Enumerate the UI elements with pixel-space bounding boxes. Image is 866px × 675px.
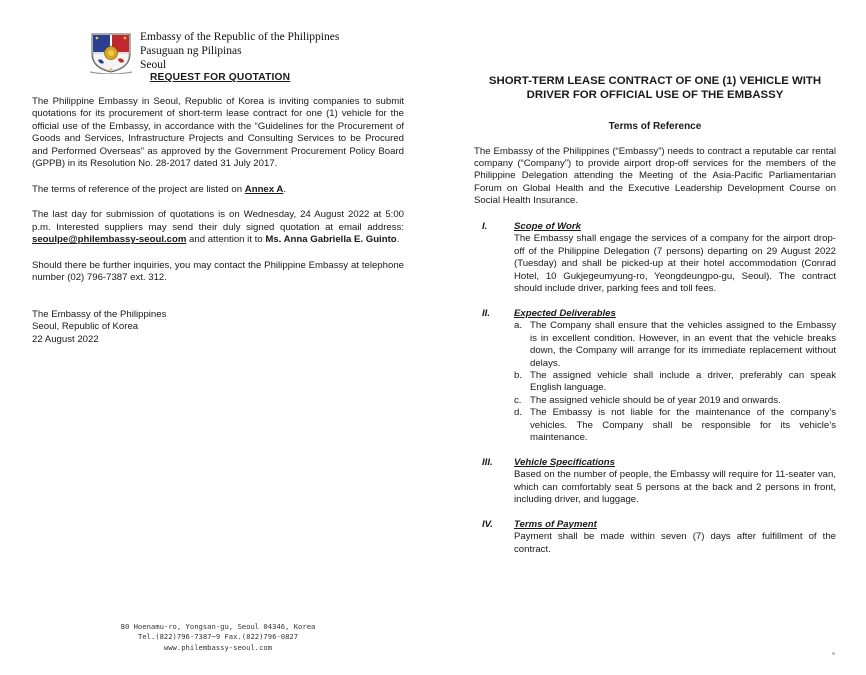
section-title: Scope of Work: [514, 220, 581, 232]
annex-a-link[interactable]: Annex A: [244, 183, 284, 195]
signature-date: 22 August 2022: [32, 333, 99, 345]
signature-org: The Embassy of the Philippines: [32, 308, 167, 320]
section-scope-of-work: [474, 221, 836, 296]
list-item: [514, 320, 836, 370]
item-marker: c.: [514, 394, 522, 406]
section-title: Vehicle Specifications: [514, 456, 615, 468]
contract-title-line1: SHORT-TERM LEASE CONTRACT OF ONE (1) VEHICLE WITH: [488, 75, 822, 87]
section-body: The Embassy shall engage the services of a company for the airport drop-off of the Philippine Delegation (7 persons) departing on 29 August 2022 (Tuesday) and shall be picked-up at their hotel accommodation (Conrad Hotel, 10 Gukjegeumyung-ro, Yeongdeungpo-gu, Seoul). The contract should include driver, parking fees and toll fees.: [514, 233, 836, 295]
deadline-mid: and attention it to: [186, 234, 266, 246]
letterhead-footer: [118, 622, 318, 653]
email-link[interactable]: seoulpe@philembassy-seoul.com: [32, 234, 187, 246]
section-number: IV.: [482, 518, 493, 530]
item-text: The assigned vehicle shall include a driver, preferably can speak English language.: [530, 370, 836, 394]
section-title: Terms of Payment: [514, 518, 597, 530]
list-item: [514, 395, 836, 407]
terms-text: The terms of reference of the project are listed on: [32, 183, 245, 195]
footer-website: www.philembassy-seoul.com: [163, 642, 273, 652]
item-text: The Embassy is not liable for the maintenance of the company’s vehicles. The Company shall be responsible for its vehicle’s maintenance.: [530, 407, 836, 444]
item-marker: b.: [514, 370, 523, 381]
item-text: The assigned vehicle should be of year 2019 and onwards.: [530, 394, 781, 406]
rfq-title: REQUEST FOR QUOTATION: [150, 72, 291, 83]
tor-title: Terms of Reference: [608, 120, 702, 132]
list-item: [514, 370, 836, 395]
section-body: Based on the number of people, the Embassy will require for 11-seater van, which can comfortably seat 5 persons at the back and 2 persons in front, including driver, and luggage.: [514, 469, 836, 506]
embassy-name-filipino: Pasuguan ng Pilipinas: [140, 45, 242, 58]
section-vehicle-specifications: [474, 457, 836, 507]
item-text: The Company shall ensure that the vehicles assigned to the Embassy is in excellent condition. However, in an event that the vehicle breaks down, the Company will arrange for its immediate replacement without delays.: [530, 320, 836, 369]
section-number: I.: [482, 220, 488, 232]
rfq-column: [32, 28, 404, 347]
rfq-paragraph-deadline: [32, 209, 404, 246]
terms-of-reference-column: [474, 74, 836, 568]
rfq-paragraph-inquiries: Should there be further inquiries, you may contact the Philippine Embassy at telephone number (02) 796-7387 ext. 312.: [32, 259, 404, 284]
deadline-period: .: [396, 234, 400, 246]
signature-block: [32, 309, 404, 347]
embassy-name: Embassy of the Republic of the Philippines: [140, 31, 340, 43]
rfq-paragraph-terms: [32, 184, 404, 196]
section-number: III.: [482, 456, 493, 468]
tor-intro: The Embassy of the Philippines (“Embassy”) needs to contract a reputable car rental company (“Company”) to provide airport drop-off services for the members of the Philippine Delegation attending the Meeting of the Asia-Pacific Parliamentarian Forum on Global Health and the Executive Leadership Development Course on Social Health Insurance.: [474, 145, 836, 207]
deadline-text: The last day for submission of quotations is on Wednesday, 24 August 2022 at 5:00 p.m. Interested suppliers may send their duly signed quotation at email address:: [32, 209, 404, 233]
item-marker: a.: [514, 320, 523, 332]
scan-speck: [832, 652, 835, 655]
list-item: [514, 407, 836, 444]
footer-address: 80 Hoenamu-ro, Yongsan-gu, Seoul 04346, Korea: [120, 622, 316, 631]
rfq-paragraph-invitation: The Philippine Embassy in Seoul, Republic of Korea is inviting companies to submit quotations for its procurement of short-term lease contract for one (1) vehicle for the official use of the Embassy, in accordance with the “Guidelines for the Procurement of Goods and Services, Infrastructure Projects and Consulting Services to be Procured and Performed Overseas” as approved by the Government Procurement Policy Board (GPPB) in its Resolution No. 28-2017 dated 31 July 2017.: [32, 96, 404, 170]
embassy-seal-icon: [88, 28, 134, 74]
embassy-name-block: [140, 30, 339, 72]
section-body: Payment shall be made within seven (7) days after fulfillment of the contract.: [514, 531, 836, 555]
contact-name: Ms. Anna Gabriella E. Guinto: [265, 234, 397, 246]
terms-period: .: [283, 183, 287, 195]
contract-title-line2: DRIVER FOR OFFICIAL USE OF THE EMBASSY: [526, 89, 784, 102]
signature-location: Seoul, Republic of Korea: [32, 321, 139, 333]
contract-title: [474, 74, 836, 103]
section-title: Expected Deliverables: [514, 307, 616, 319]
footer-phone: Tel.(822)796-7387~9 Fax.(822)796-0827: [137, 632, 299, 642]
section-terms-of-payment: [474, 519, 836, 556]
section-number: II.: [482, 307, 490, 319]
letterhead: [32, 28, 404, 84]
deliverables-list: [514, 320, 836, 445]
embassy-city: Seoul: [140, 59, 167, 72]
item-marker: d.: [514, 407, 523, 419]
section-expected-deliverables: [474, 308, 836, 445]
